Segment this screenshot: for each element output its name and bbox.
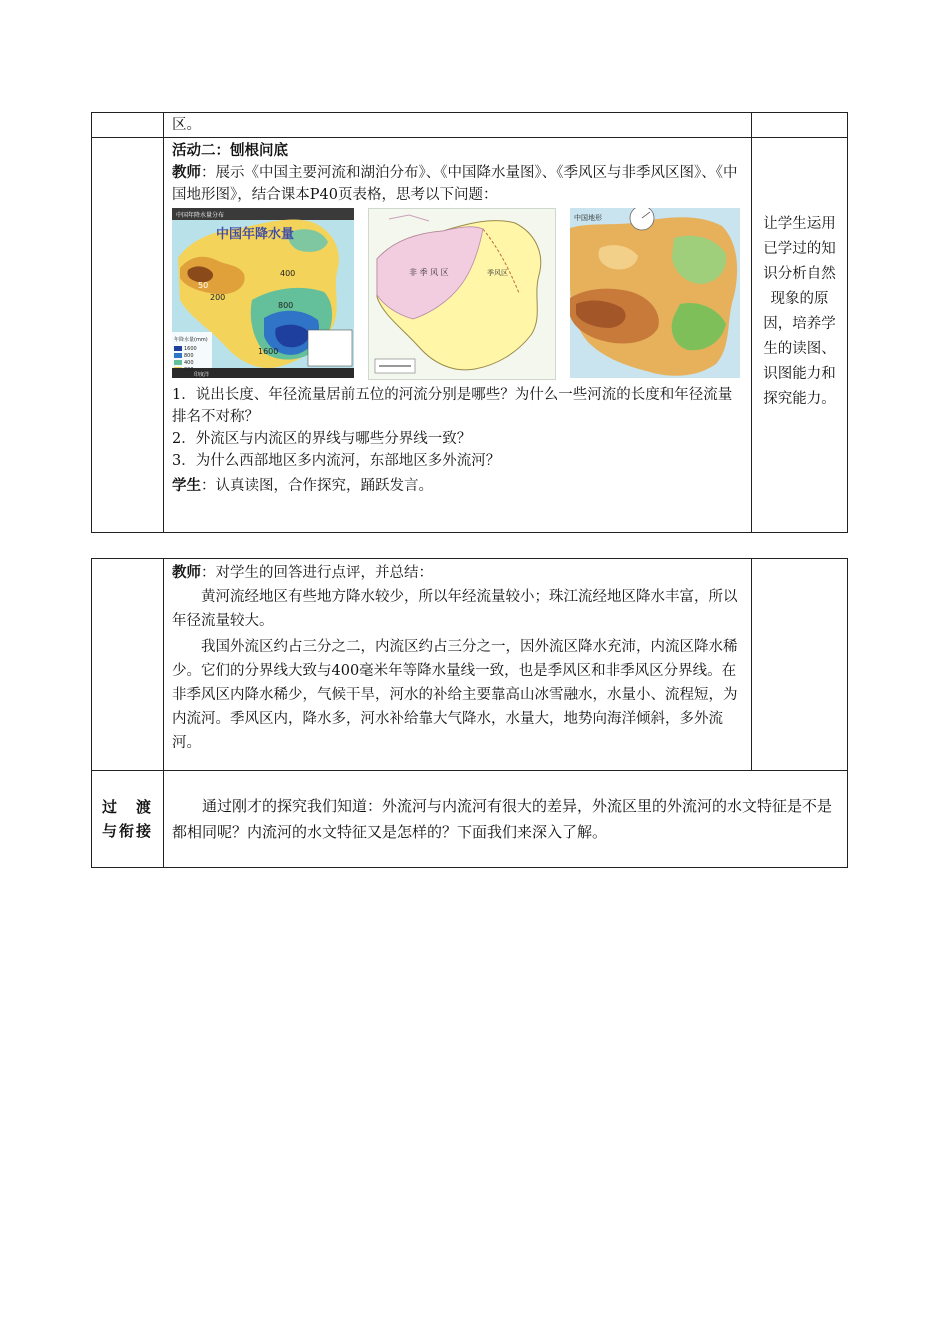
continued-text: 区。 — [172, 117, 201, 133]
legend-title: 年降水量(mm) — [174, 337, 208, 343]
transition-label-cell — [92, 771, 164, 868]
teacher-label: 教师 — [172, 565, 201, 581]
teacher-paragraph — [172, 162, 743, 206]
isohyet-label: 400 — [280, 269, 296, 278]
label-cell — [92, 559, 164, 771]
legend-item: 1600 — [184, 346, 197, 352]
isohyet-label: 800 — [278, 301, 294, 310]
question-2: 2．外流区与内流区的界线与哪些分界线一致？ — [172, 431, 472, 447]
label-cell — [92, 113, 164, 138]
transition-label-line-2: 与衔接 — [101, 822, 153, 840]
isohyet-label: 200 — [210, 293, 226, 302]
design-intent-cell — [752, 138, 848, 533]
teacher-text: ：展示《中国主要河流和湖泊分布》、《中国降水量图》、《季风区与非季风区图》、《中国地形图》，结合课本P40页表格，思考以下问题： — [172, 165, 738, 203]
legend-note: 印度洋 — [194, 372, 210, 378]
label-cell — [92, 138, 164, 533]
isohyet-label: 1600 — [258, 347, 279, 356]
question-3: 3．为什么西部地区多内流河，东部地区多外流河？ — [172, 453, 501, 469]
teacher-text: ：对学生的回答进行点评，并总结： — [201, 565, 433, 581]
activity-cell — [164, 138, 752, 533]
map-title: 中国年降水量 — [216, 227, 295, 242]
map-images — [172, 208, 743, 380]
monsoon-map — [368, 208, 556, 380]
map-header: 中国年降水量分布 — [176, 212, 225, 219]
map-title: 中国地形 — [574, 214, 602, 222]
summary-paragraph-2: 我国外流区约占三分之二，内流区约占三分之一，因外流区降水充沛，内流区降水稀少。它们的分界线大致与400毫米年等降水量线一致，也是季风区和非季风区分界线。在非季风区内降水稀少，气候干旱，河水的补给主要靠高山冰雪融水，水量小、流程短，为内流河。季风区内，降水多，河水补给靠大气降水，水量大，地势向海洋倾斜，多外流河。 — [172, 639, 738, 751]
student-paragraph — [172, 475, 743, 497]
monsoon-label: 季风区 — [487, 269, 508, 277]
lesson-table-1 — [91, 112, 848, 533]
student-label: 学生 — [172, 478, 201, 494]
note-cell — [752, 113, 848, 138]
summary-paragraph-1: 黄河流经地区有些地方降水较少，所以年经流量较小；珠江流经地区降水丰富，所以年径流量较大。 — [172, 589, 738, 629]
transition-label-line-1: 过 渡 — [101, 798, 153, 816]
transition-text: 通过刚才的探究我们知道：外流河与内流河有很大的差异，外流区里的外流河的水文特征是不是都相同呢？内流河的水文特征又是怎样的？下面我们来深入了解。 — [172, 797, 833, 841]
isohyet-label: 50 — [198, 281, 209, 290]
activity-title: 活动二：刨根问底 — [172, 143, 288, 159]
legend-item: 200 — [184, 367, 194, 373]
transition-cell — [164, 771, 848, 868]
terrain-map — [570, 208, 740, 378]
content-cell — [164, 113, 752, 138]
design-intent-text: 让学生运用已学过的知识分析自然现象的原因，培养学生的读图、识图能力和探究能力。 — [763, 216, 836, 407]
summary-cell — [164, 559, 752, 771]
note-cell — [752, 559, 848, 771]
legend-item: 400 — [184, 360, 194, 366]
teacher-paragraph — [172, 561, 743, 585]
teacher-label: 教师 — [172, 165, 201, 181]
non-monsoon-label: 非 季 风 区 — [409, 268, 449, 277]
student-text: ：认真读图，合作探究，踊跃发言。 — [201, 478, 433, 494]
question-1: 1．说出长度、年径流量居前五位的河流分别是哪些？为什么一些河流的长度和年径流量排名不对称？ — [172, 387, 733, 425]
lesson-table-2 — [91, 558, 848, 868]
precipitation-map — [172, 208, 354, 378]
legend-item: 800 — [184, 353, 194, 359]
